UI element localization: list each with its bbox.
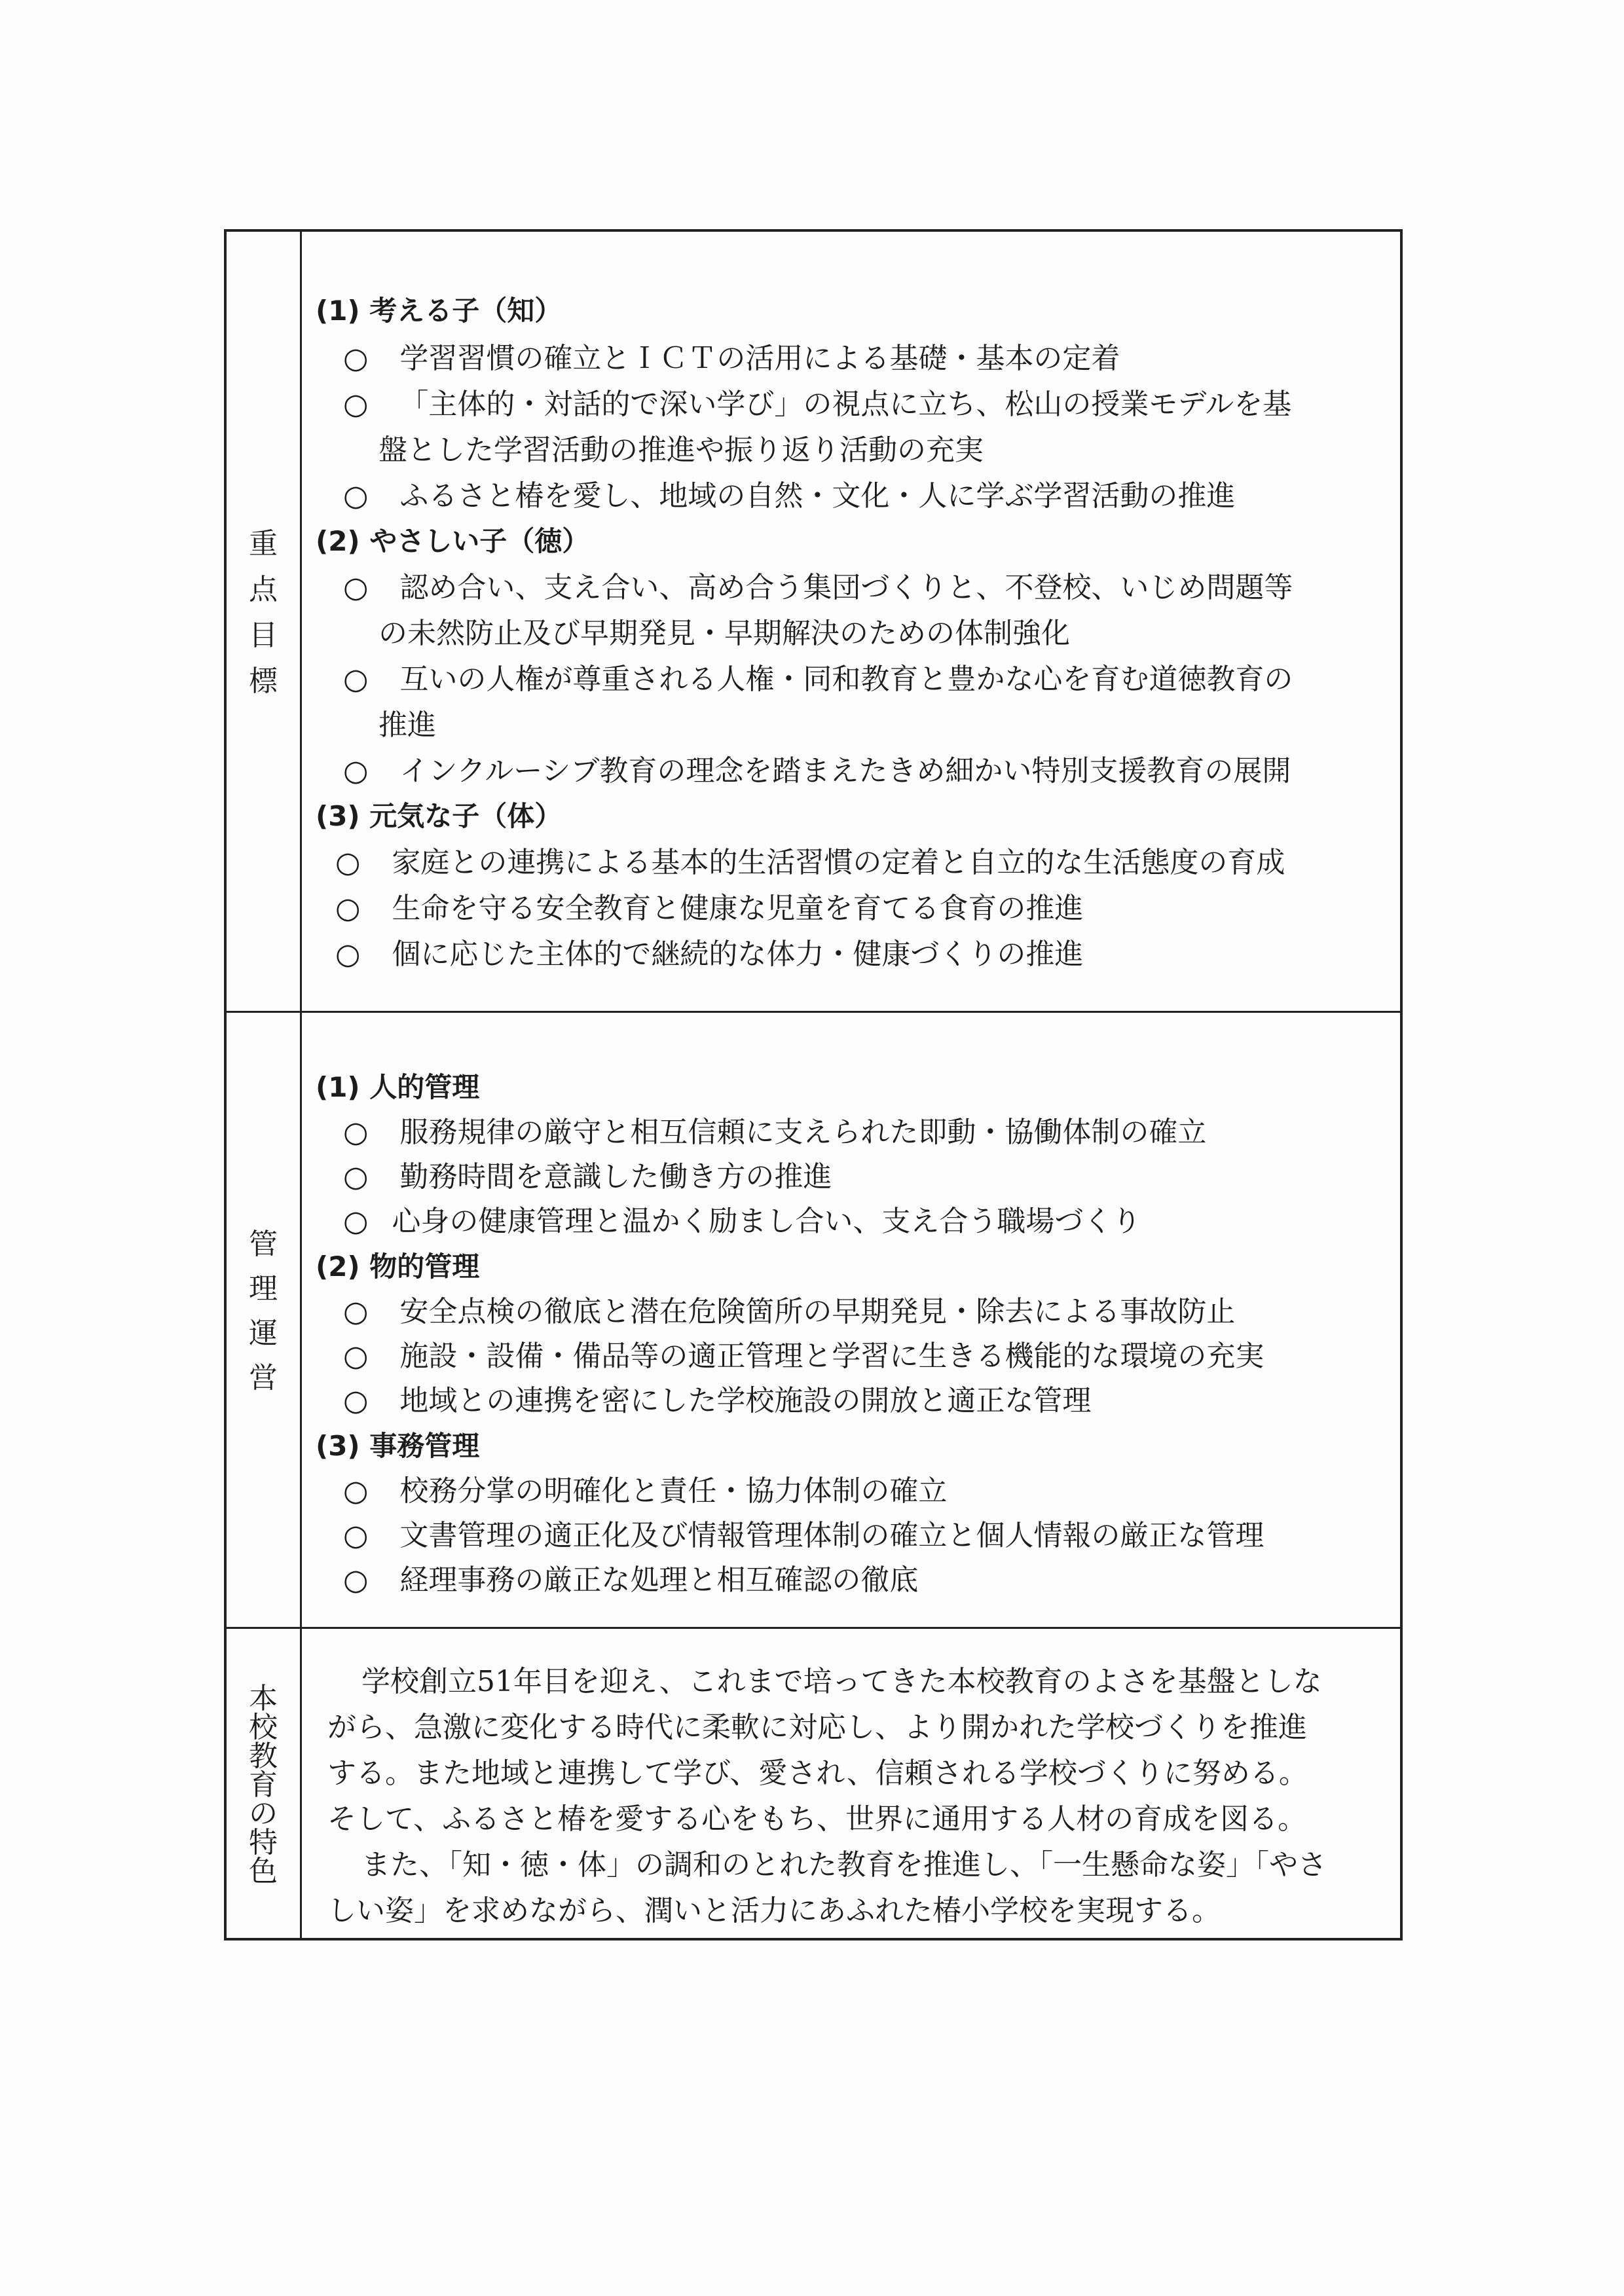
list-item: ○ ふるさと椿を愛し、地域の自然・文化・人に学ぶ学習活動の推進: [343, 479, 1236, 513]
label-char: 営: [249, 1360, 278, 1394]
list-item: ○ 家庭との連携による基本的生活習慣の定着と自立的な生活態度の育成: [335, 846, 1285, 879]
group-heading: (3) 元気な子（体）: [316, 800, 563, 832]
group-heading: (2) やさしい子（徳）: [316, 525, 590, 557]
label-char: の: [249, 1796, 278, 1831]
bullet-icon: ○: [343, 479, 369, 513]
group-heading: (1) 人的管理: [316, 1071, 480, 1103]
paragraph-line: 学校創立51年目を迎え、これまで培ってきた本校教育のよさを基盤としな: [361, 1665, 1322, 1698]
section-label-priority-goals: [227, 232, 300, 1011]
section-label-school-features: [227, 1627, 300, 1943]
list-item: ○ 校務分掌の明確化と責任・協力体制の確立: [343, 1474, 948, 1508]
paragraph-line: しい姿」を求めながら、潤いと活力にあふれた椿小学校を実現する。: [327, 1894, 1221, 1927]
bullet-icon: ○: [343, 571, 369, 604]
label-char: 運: [249, 1316, 278, 1350]
list-item: ○ 心身の健康管理と温かく励まし合い、支え合う職場づくり: [343, 1205, 1141, 1238]
label-char: 特: [249, 1825, 278, 1859]
bullet-icon: ○: [343, 1384, 369, 1417]
bullet-icon: ○: [343, 342, 369, 375]
label-char: 目: [249, 619, 278, 652]
list-item-continuation: 推進: [378, 708, 436, 742]
bullet-icon: ○: [343, 754, 369, 788]
group-heading: (1) 考える子（知）: [316, 295, 563, 327]
bullet-icon: ○: [335, 938, 361, 971]
label-char: 色: [249, 1854, 278, 1888]
list-item: ○ 文書管理の適正化及び情報管理体制の確立と個人情報の厳正な管理: [343, 1519, 1264, 1552]
list-item: ○ 生命を守る安全教育と健康な児童を育てる食育の推進: [335, 892, 1084, 925]
list-item: ○ 個に応じた主体的で継続的な体力・健康づくりの推進: [335, 938, 1084, 971]
paragraph-line: がら、急激に変化する時代に柔軟に対応し、より開かれた学校づくりを推進: [327, 1711, 1307, 1744]
bullet-icon: ○: [343, 1205, 369, 1238]
bullet-icon: ○: [343, 1116, 369, 1149]
bullet-icon: ○: [335, 846, 361, 879]
bullet-icon: ○: [343, 1160, 369, 1194]
label-char: 教: [249, 1739, 278, 1773]
bullet-icon: ○: [343, 1295, 369, 1328]
list-item: ○ インクルーシブ教育の理念を踏まえたきめ細かい特別支援教育の展開: [343, 754, 1291, 788]
list-item: ○ 認め合い、支え合い、高め合う集団づくりと、不登校、いじめ問題等: [343, 571, 1293, 604]
label-char: 標: [249, 665, 278, 698]
list-item-continuation: 盤とした学習活動の推進や振り返り活動の充実: [378, 433, 984, 467]
paragraph-line: する。また地域と連携して学び、愛され、信頼される学校づくりに努める。: [327, 1757, 1308, 1790]
list-item: ○ 互いの人権が尊重される人権・同和教育と豊かな心を育む道徳教育の: [343, 663, 1293, 696]
section-label-management: [227, 1011, 300, 1627]
label-char: 育: [249, 1768, 278, 1802]
bullet-icon: ○: [343, 1563, 369, 1597]
column-divider: [300, 232, 302, 1938]
list-item: ○ 勤務時間を意識した働き方の推進: [343, 1160, 832, 1194]
policy-table: [224, 229, 1403, 1941]
list-item: ○ 安全点検の徹底と潜在危険箇所の早期発見・除去による事故防止: [343, 1295, 1236, 1328]
label-char: 本: [249, 1681, 278, 1715]
label-char: 重: [249, 527, 278, 560]
list-item: ○ 施設・設備・備品等の適正管理と学習に生きる機能的な環境の充実: [343, 1339, 1264, 1373]
list-item: ○ 服務規律の厳守と相互信頼に支えられた即動・協働体制の確立: [343, 1116, 1207, 1149]
bullet-icon: ○: [343, 1474, 369, 1508]
list-item: ○ 「主体的・対話的で深い学び」の視点に立ち、松山の授業モデルを基: [343, 388, 1292, 421]
bullet-icon: ○: [343, 388, 369, 421]
group-heading: (2) 物的管理: [316, 1250, 480, 1283]
group-heading: (3) 事務管理: [316, 1430, 480, 1462]
paragraph-line: また、「知・徳・体」の調和のとれた教育を推進し、「一生懸命な姿」「やさ: [361, 1848, 1327, 1882]
bullet-icon: ○: [343, 1519, 369, 1552]
label-char: 管: [249, 1227, 278, 1261]
row-divider-2: [227, 1627, 1400, 1629]
bullet-icon: ○: [343, 1339, 369, 1373]
label-char: 理: [249, 1271, 278, 1305]
list-item: ○ 学習習慣の確立とＩＣＴの活用による基礎・基本の定着: [343, 342, 1120, 375]
list-item: ○ 経理事務の厳正な処理と相互確認の徹底: [343, 1563, 919, 1597]
label-char: 点: [249, 573, 278, 606]
row-divider-1: [227, 1011, 1400, 1013]
label-char: 校: [249, 1710, 278, 1744]
paragraph-line: そして、ふるさと椿を愛する心をもち、世界に通用する人材の育成を図る。: [327, 1802, 1307, 1836]
bullet-icon: ○: [343, 663, 369, 696]
list-item-continuation: の未然防止及び早期発見・早期解決のための体制強化: [378, 617, 1070, 650]
list-item: ○ 地域との連携を密にした学校施設の開放と適正な管理: [343, 1384, 1092, 1417]
bullet-icon: ○: [335, 892, 361, 925]
